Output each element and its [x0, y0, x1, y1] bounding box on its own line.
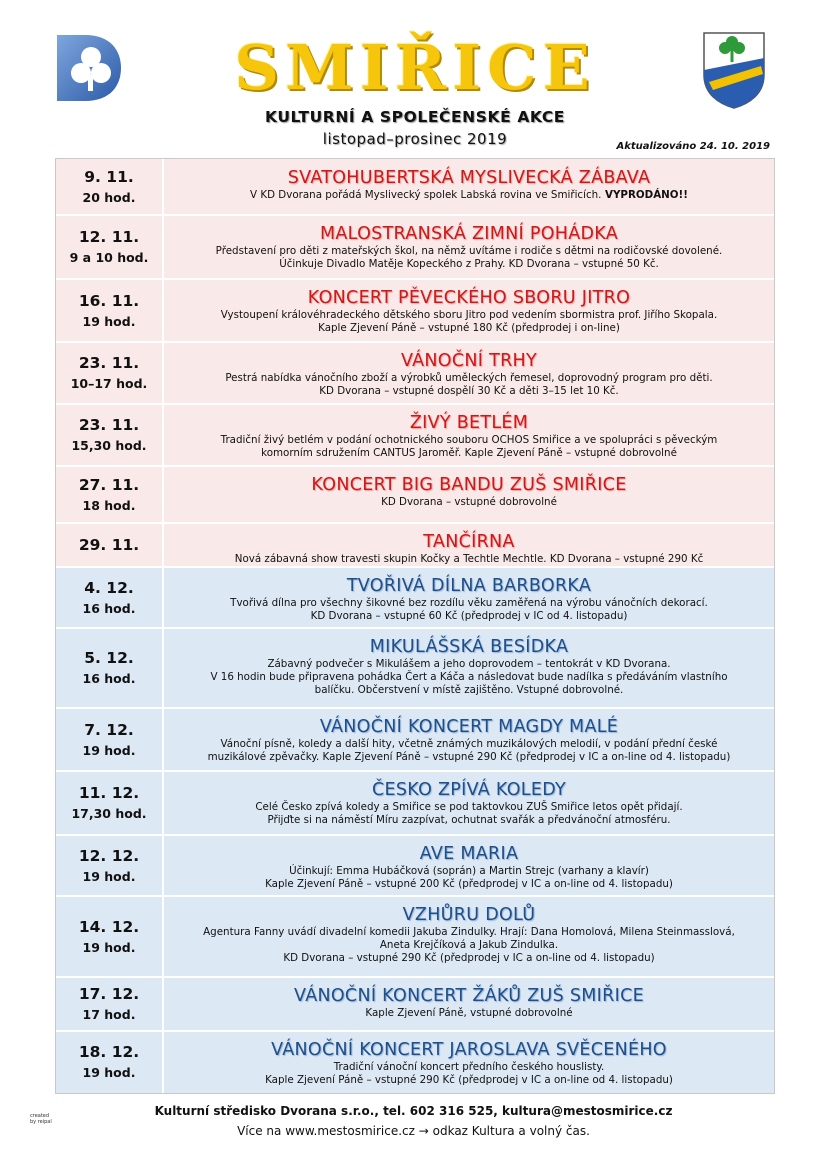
event-time: 16 hod. — [82, 671, 136, 686]
event-description — [170, 553, 768, 566]
event-date: 27. 11. — [78, 475, 140, 494]
event-title: KONCERT BIG BANDU ZUŠ SMIŘICE — [311, 475, 627, 495]
page-subtitle: KULTURNÍ A SPOLEČENSKÉ AKCE — [265, 108, 565, 126]
row-divider — [56, 278, 774, 280]
event-description — [170, 926, 768, 965]
event-info-cell — [164, 1031, 774, 1093]
event-row — [56, 1031, 774, 1093]
event-time: 19 hod. — [82, 939, 136, 955]
event-info-cell — [164, 771, 774, 835]
event-row — [56, 279, 774, 342]
event-description — [170, 738, 768, 764]
event-description-text: Tradiční živý betlém v podání ochotnického souboru OCHOS Smiřice a ve spolupráci s pěveckým komorním sdružením CANTUS Jaroměř. Kaple Zjevení Páně – vstupné dobrovolné — [220, 434, 718, 459]
event-row — [56, 404, 774, 466]
event-row — [56, 977, 774, 1031]
events-table — [55, 158, 775, 1094]
event-date: 29. 11. — [78, 536, 140, 554]
period-label: listopad–prosinec 2019 — [322, 130, 508, 148]
row-divider — [56, 770, 774, 772]
event-info-cell — [164, 404, 774, 466]
event-time: 19 hod. — [82, 1065, 136, 1080]
event-description — [170, 189, 768, 202]
event-description-text: Účinkují: Emma Hubáčková (soprán) a Martin Strejc (varhany a klavír) Kaple Zjevení Páně – vstupné 200 Kč (předprodej v IC a on-line od 4. listopadu) — [265, 865, 673, 890]
event-row — [56, 835, 774, 896]
row-divider — [56, 341, 774, 343]
event-date-cell — [56, 215, 164, 279]
event-description — [170, 496, 768, 509]
event-row — [56, 466, 774, 523]
event-date-cell — [56, 708, 164, 771]
event-description-emphasis: VYPRODÁNO!! — [601, 189, 688, 201]
event-title: SVATOHUBERTSKÁ MYSLIVECKÁ ZÁBAVA — [287, 168, 651, 188]
row-divider — [56, 566, 774, 568]
event-row — [56, 771, 774, 835]
row-divider — [56, 522, 774, 524]
updated-label: Aktualizováno 24. 10. 2019 — [616, 141, 770, 152]
event-description — [170, 372, 768, 398]
event-date-cell — [56, 466, 164, 523]
event-date-cell — [56, 771, 164, 835]
event-info-cell — [164, 523, 774, 567]
event-description-text: Nová zábavná show travesti skupin Kočky a Techtle Mechtle. KD Dvorana – vstupné 290 Kč — [234, 553, 704, 565]
footer-website: Více na www.mestosmirice.cz → odkaz Kultura a volný čas. — [237, 1124, 590, 1138]
event-date: 9. 11. — [84, 168, 134, 186]
event-description-text: Tvořivá dílna pro všechny šikovné bez rozdílu věku zaměřená na výrobu vánočních dekorací. KD Dvorana – vstupné 60 Kč (předprodej v IC od 4. listopadu) — [230, 597, 708, 622]
event-info-cell — [164, 708, 774, 771]
event-description-text: Zábavný podvečer s Mikulášem a jeho doprovodem – tentokrát v KD Dvorana. V 16 hodin bude připravena pohádka Čert a Káča a následovat bude nadílka s předáváním vlastního balíčku. Občerstvení v místě zajištěno. Vstupné dobrovolné. — [210, 658, 728, 696]
event-date: 12. 12. — [78, 846, 140, 865]
event-description — [170, 309, 768, 335]
event-info-cell — [164, 279, 774, 342]
event-date-cell — [56, 404, 164, 466]
event-row — [56, 567, 774, 628]
event-info-cell — [164, 628, 774, 708]
event-info-cell — [164, 977, 774, 1031]
event-title: MIKULÁŠSKÁ BESÍDKA — [369, 637, 569, 657]
event-time: 19 hod. — [82, 868, 136, 884]
event-title: VÁNOČNÍ KONCERT JAROSLAVA SVĚCENÉHO — [271, 1040, 667, 1060]
event-title: KONCERT PĚVECKÉHO SBORU JITRO — [307, 288, 631, 308]
dvorana-logo-icon — [55, 33, 123, 103]
event-date-cell — [56, 523, 164, 567]
event-title: TVOŘIVÁ DÍLNA BARBORKA — [346, 576, 592, 596]
row-divider — [56, 707, 774, 709]
event-description-text: Celé Česko zpívá koledy a Smiřice se pod taktovkou ZUŠ Smiřice letos opět přidají. Přijďte si na náměstí Míru zazpívat, ochutnat svařák a předvánoční atmosféru. — [255, 801, 683, 826]
event-description-text: Kaple Zjevení Páně, vstupné dobrovolné — [365, 1007, 573, 1019]
event-title: VÁNOČNÍ KONCERT MAGDY MALÉ — [319, 717, 619, 737]
event-title: TANČÍRNA — [423, 532, 515, 552]
event-description-text: Tradiční vánoční koncert předního českého houslisty. Kaple Zjevení Páně – vstupné 290 Kč (předprodej v IC a on-line od 4. listopadu) — [265, 1061, 673, 1086]
event-time: 17 hod. — [82, 1007, 136, 1022]
event-description-text: KD Dvorana – vstupné dobrovolné — [381, 496, 557, 508]
row-divider — [56, 214, 774, 216]
event-time: 18 hod. — [82, 497, 136, 513]
event-row — [56, 342, 774, 404]
event-description — [170, 658, 768, 697]
footer-contact: Kulturní středisko Dvorana s.r.o., tel. 602 316 525, kultura@mestosmirice.cz — [154, 1104, 673, 1118]
event-title: VÁNOČNÍ TRHY — [400, 351, 538, 371]
event-date: 11. 12. — [78, 784, 140, 802]
event-time: 15,30 hod. — [71, 438, 147, 453]
event-description — [170, 801, 768, 827]
event-info-cell — [164, 159, 774, 215]
row-divider — [56, 627, 774, 629]
event-time: 19 hod. — [82, 742, 136, 758]
page-title: SMIŘICE — [234, 31, 596, 104]
credit-line-2: by reipal — [30, 1119, 52, 1125]
event-date-cell — [56, 628, 164, 708]
event-info-cell — [164, 342, 774, 404]
event-date: 7. 12. — [84, 720, 134, 739]
town-crest-icon — [701, 30, 767, 110]
event-date-cell — [56, 567, 164, 628]
event-date: 23. 11. — [78, 354, 140, 372]
event-description — [170, 434, 768, 460]
event-date: 23. 11. — [78, 416, 140, 434]
row-divider — [56, 403, 774, 405]
event-row — [56, 159, 774, 215]
event-title: MALOSTRANSKÁ ZIMNÍ POHÁDKA — [319, 224, 619, 244]
event-date-cell — [56, 1031, 164, 1093]
event-title: ŽIVÝ BETLÉM — [409, 413, 529, 433]
event-row — [56, 896, 774, 977]
event-description — [170, 1061, 768, 1087]
event-title: AVE MARIA — [419, 844, 519, 864]
row-divider — [56, 465, 774, 467]
event-info-cell — [164, 466, 774, 523]
event-date-cell — [56, 977, 164, 1031]
event-info-cell — [164, 835, 774, 896]
event-date-cell — [56, 896, 164, 977]
event-info-cell — [164, 567, 774, 628]
event-date: 12. 11. — [78, 228, 140, 246]
event-description — [170, 597, 768, 623]
row-divider — [56, 834, 774, 836]
event-description — [170, 865, 768, 891]
event-row — [56, 523, 774, 567]
event-date-cell — [56, 835, 164, 896]
event-description-text: Agentura Fanny uvádí divadelní komedii Jakuba Zindulky. Hrají: Dana Homolová, Milena Steinmasslová, Aneta Krejčíková a Jakub Zindulka. KD Dvorana – vstupné 290 Kč (předprodej v IC a on-line od 4. listopadu) — [203, 926, 735, 964]
event-time: 9 a 10 hod. — [69, 250, 149, 265]
event-date-cell — [56, 159, 164, 215]
event-date: 17. 12. — [78, 985, 140, 1003]
event-date-cell — [56, 279, 164, 342]
event-title: VZHŮRU DOLŮ — [402, 905, 536, 925]
event-date: 5. 12. — [84, 649, 134, 667]
row-divider — [56, 976, 774, 978]
event-date: 16. 11. — [78, 291, 140, 310]
event-row — [56, 628, 774, 708]
event-description — [170, 245, 768, 271]
event-description-text: V KD Dvorana pořádá Myslivecký spolek Labská rovina ve Smiřicích. — [250, 189, 602, 201]
event-time: 17,30 hod. — [71, 806, 147, 821]
event-title: VÁNOČNÍ KONCERT ŽÁKŮ ZUŠ SMIŘICE — [294, 986, 644, 1006]
credit-line-1: created — [30, 1113, 50, 1119]
row-divider — [56, 895, 774, 897]
event-date: 14. 12. — [78, 917, 140, 936]
event-time: 10–17 hod. — [70, 376, 148, 391]
event-row — [56, 215, 774, 279]
event-date-cell — [56, 342, 164, 404]
event-description-text: Pestrá nabídka vánočního zboží a výrobků uměleckých řemesel, doprovodný program pro děti. KD Dvorana – vstupné dospělí 30 Kč a děti 3–15 let 10 Kč. — [225, 372, 713, 397]
event-date: 4. 12. — [84, 578, 134, 597]
event-description-text: Vystoupení královéhradeckého dětského sboru Jitro pod vedením sbormistra prof. Jiřího Skopala. Kaple Zjevení Páně – vstupné 180 Kč (předprodej i on-line) — [220, 309, 718, 334]
event-row — [56, 708, 774, 771]
event-date: 18. 12. — [78, 1043, 140, 1061]
event-description — [170, 1007, 768, 1020]
event-info-cell — [164, 896, 774, 977]
event-description-text: Vánoční písně, koledy a další hity, včetně známých muzikálových melodií, v podání přední české muzikálové zpěvačky. Kaple Zjevení Páně – vstupné 290 Kč (předprodej v IC a on-line od 4. listopadu) — [207, 738, 731, 763]
event-title: ČESKO ZPÍVÁ KOLEDY — [371, 780, 567, 800]
event-info-cell — [164, 215, 774, 279]
event-time: 20 hod. — [82, 190, 136, 205]
event-description-text: Představení pro děti z mateřských škol, na němž uvítáme i rodiče s dětmi na rodičovské dovolené. Účinkuje Divadlo Matěje Kopeckého z Prahy. KD Dvorana – vstupné 50 Kč. — [215, 245, 723, 270]
event-time: 16 hod. — [82, 600, 136, 616]
event-time: 19 hod. — [82, 313, 136, 329]
row-divider — [56, 1030, 774, 1032]
